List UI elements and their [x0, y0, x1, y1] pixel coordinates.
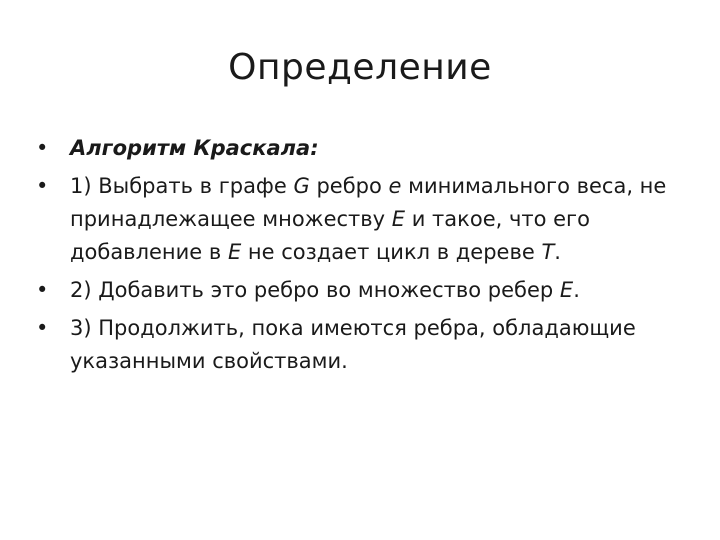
bullet-item-step-3: [36, 312, 686, 378]
step-2-text: 2) Добавить это ребро во множество ребер E.: [70, 278, 580, 302]
bullet-icon: •: [36, 316, 49, 340]
step-1-text: 1) Выбрать в графе G ребро e минимального веса, не принадлежащее множеству E и такое, что его добавление в E не создает цикл в дереве T.: [70, 174, 667, 264]
step-3-text: 3) Продолжить, пока имеются ребра, обладающие указанными свойствами.: [70, 316, 636, 373]
bullet-item-algorithm: [36, 132, 686, 165]
slide-title: Определение: [228, 47, 492, 88]
bullet-item-step-2: [36, 274, 686, 307]
bullet-icon: •: [36, 136, 49, 160]
bullet-icon: •: [36, 174, 49, 198]
bullet-item-step-1: [36, 170, 686, 269]
algorithm-name: Алгоритм Краскала:: [70, 136, 319, 160]
bullet-icon: •: [36, 278, 49, 302]
bullet-list: [36, 132, 686, 383]
